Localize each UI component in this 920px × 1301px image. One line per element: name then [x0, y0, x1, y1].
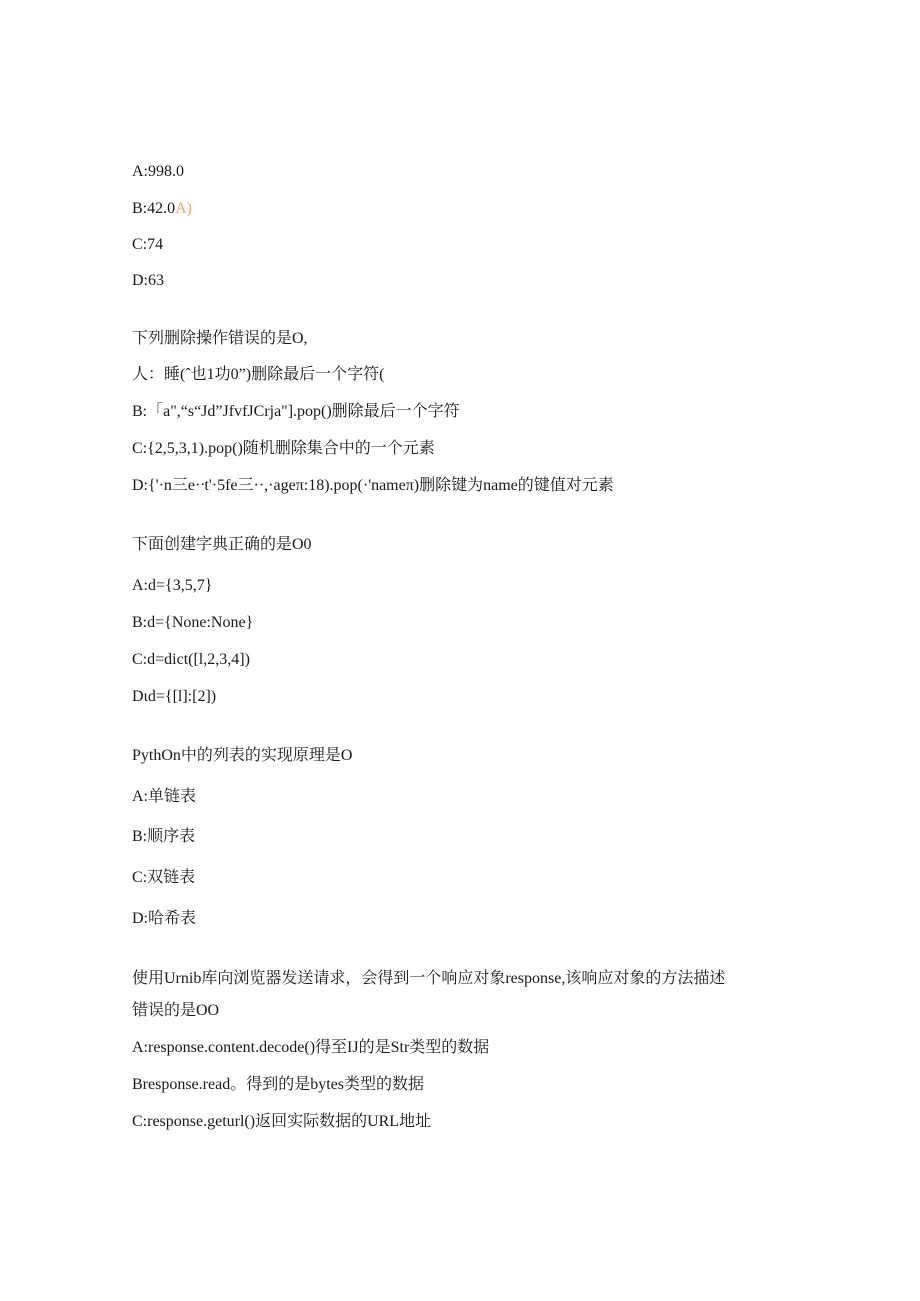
q4-option-d: D:哈希表 — [132, 910, 197, 927]
q2-option-c: C:{2,5,3,1).pop()随机删除集合中的一个元素 — [132, 440, 435, 457]
q3-option-b: B:d={None:None} — [132, 614, 254, 631]
q4-option-b: B:顺序表 — [132, 828, 196, 845]
q5-stem-line1: 使用Urnib库向浏览器发送请求，会得到一个响应对象response,该响应对象的方法描述 — [132, 970, 726, 987]
q1-answer-mark: A) — [175, 200, 193, 217]
q2-stem: 下列删除操作错误的是O, — [132, 330, 308, 347]
q3-option-d: Dιd={[l]:[2]) — [132, 688, 217, 705]
q1-option-d: D:63 — [132, 272, 164, 289]
q1-option-b-text: B:42.0 — [132, 200, 176, 217]
q1-option-b — [132, 199, 192, 219]
q2-option-a: 人：睡(ˆ也1功0”)删除最后一个字符( — [132, 366, 385, 383]
q5-option-a: A:response.content.decode()得至IJ的是Str类型的数据 — [132, 1039, 490, 1056]
q3-stem: 下面创建字典正确的是O0 — [132, 536, 312, 553]
q5-option-b: Bresponse.read。得到的是bytes类型的数据 — [132, 1076, 424, 1093]
q4-option-a: A:单链表 — [132, 788, 197, 805]
q5-option-c: C:response.geturl()返回实际数据的URL地址 — [132, 1113, 432, 1130]
q3-option-a: A:d={3,5,7} — [132, 577, 213, 594]
q4-option-c: C:双链表 — [132, 869, 196, 886]
q1-option-c: C:74 — [132, 236, 164, 253]
q4-stem: PythOn中的列表的实现原理是O — [132, 747, 353, 764]
q3-option-c: C:d=dict([l,2,3,4]) — [132, 651, 250, 668]
q5-stem-line2: 错误的是OO — [132, 1002, 220, 1019]
q2-option-b: B:「a",“s“Jd”JfvfJCrja"].pop()删除最后一个字符 — [132, 403, 460, 420]
q1-option-a: A:998.0 — [132, 163, 184, 180]
q2-option-d: D:{'·n三e·ᐧt'·5fe三··,·ageπ:18).pop(·'nameπ)删除键为name的键值对元素 — [132, 477, 614, 494]
